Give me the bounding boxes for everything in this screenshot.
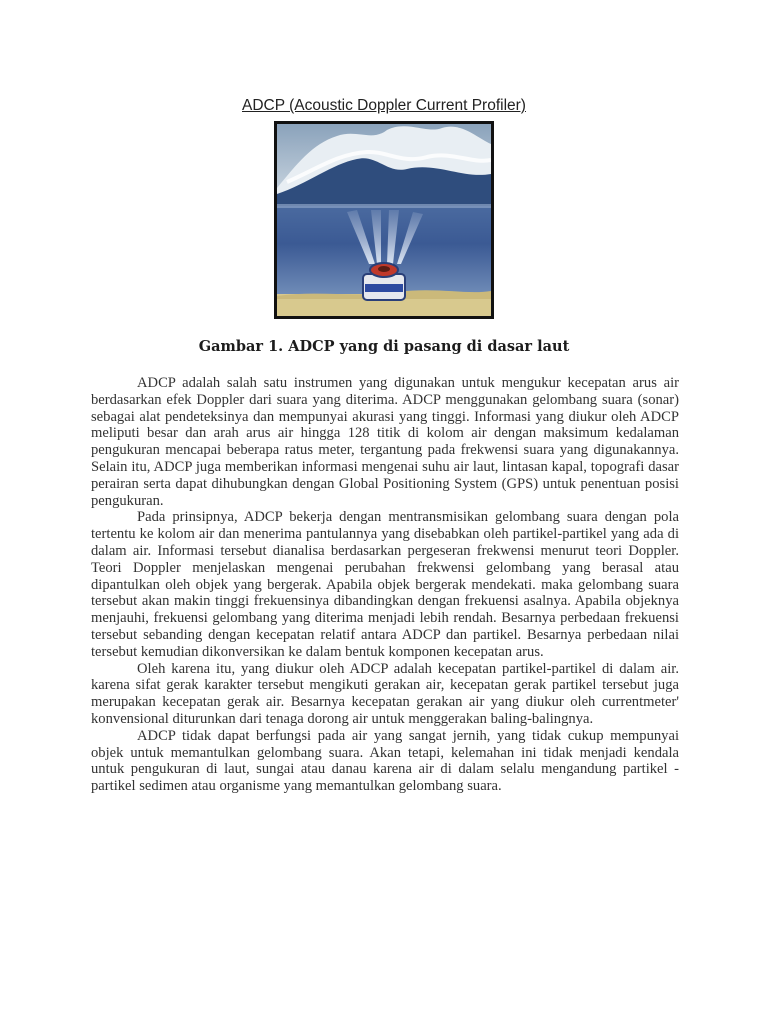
paragraph-1: ADCP adalah salah satu instrumen yang digunakan untuk mengukur kecepatan arus air berdasarkan efek Doppler dari suara yang diterima. ADCP menggunakan gelombang suara (sonar) sebagai alat pendeteksinya dan mempunyai akurasi yang tinggi. Informasi yang diukur oleh ADCP meliputi besar dan arah arus air hingga 128 titik di kolom air dengan maksimum kedalaman pengukuran mencapai beberapa ratus meter, tergantung pada frekwensi suara yang digunakannya. Selain itu, ADCP juga memberikan informasi mengenai suhu air laut, lintasan kapal, topografi dasar perairan serta dapat dihubungkan dengan Global Positioning System (GPS) untuk penentuan posisi pengukuran.: [91, 375, 679, 509]
adcp-transducer: [378, 266, 390, 272]
document-title: ADCP (Acoustic Doppler Current Profiler): [242, 97, 526, 114]
adcp-figure-svg: [277, 124, 491, 316]
waterline: [277, 204, 491, 208]
paragraph-4: ADCP tidak dapat berfungsi pada air yang sangat jernih, yang tidak cukup mempunyai objek untuk memantulkan gelombang suara. Akan tetapi, kelemahan ini tidak menjadi kendala untuk pengukuran di laut, sungai atau danau karena air di dalam selalu mengandung partikel -partikel sedimen atau organisme yang memantulkan gelombang suara.: [91, 727, 679, 795]
figure-caption: Gambar 1. ADCP yang di pasang di dasar laut: [198, 338, 570, 355]
body-text: [91, 375, 679, 795]
paragraph-2: Pada prinsipnya, ADCP bekerja dengan mentransmisikan gelombang suara dengan pola tertentu ke kolom air dan menerima pantulannya yang disebabkan oleh partikel-partikel yang ada di dalam air. Informasi tersebut dianalisa berdasarkan pergeseran frekwensi menurut teori Doppler. Teori Doppler menjelaskan mengenai perubahan frekwensi gelombang yang berasal atau dipantulkan oleh objek yang bergerak. Apabila objek bergerak mendekati. maka gelombang suara tersebut akan makin tinggi frekuensinya dibandingkan dengan frekuensi asalnya. Apabila objeknya menjauhi, frekuensi gelombang yang diterima menjadi lebih rendah. Besarnya perbedaan frekuensi tersebut sebanding dengan kecepatan relatif antara ADCP dan partikel. Besarnya perbedaan nilai tersebut kemudian dikonversikan ke dalam bentuk komponen kecepatan arus.: [91, 509, 679, 660]
adcp-ocean-illustration: [274, 121, 494, 319]
paragraph-3: Oleh karena itu, yang diukur oleh ADCP adalah kecepatan partikel-partikel di dalam air. karena sifat gerak karakter tersebut mengikuti gerakan air, kecepatan gerak partikel tersebut juga merupakan kecepatan gerak air. Besarnya kecepatan gerakan air yang diukur oleh currentmeter' konvensional diturunkan dari tenaga dorong air untuk menggerakan baling-balingnya.: [91, 660, 679, 727]
adcp-band: [365, 284, 403, 292]
